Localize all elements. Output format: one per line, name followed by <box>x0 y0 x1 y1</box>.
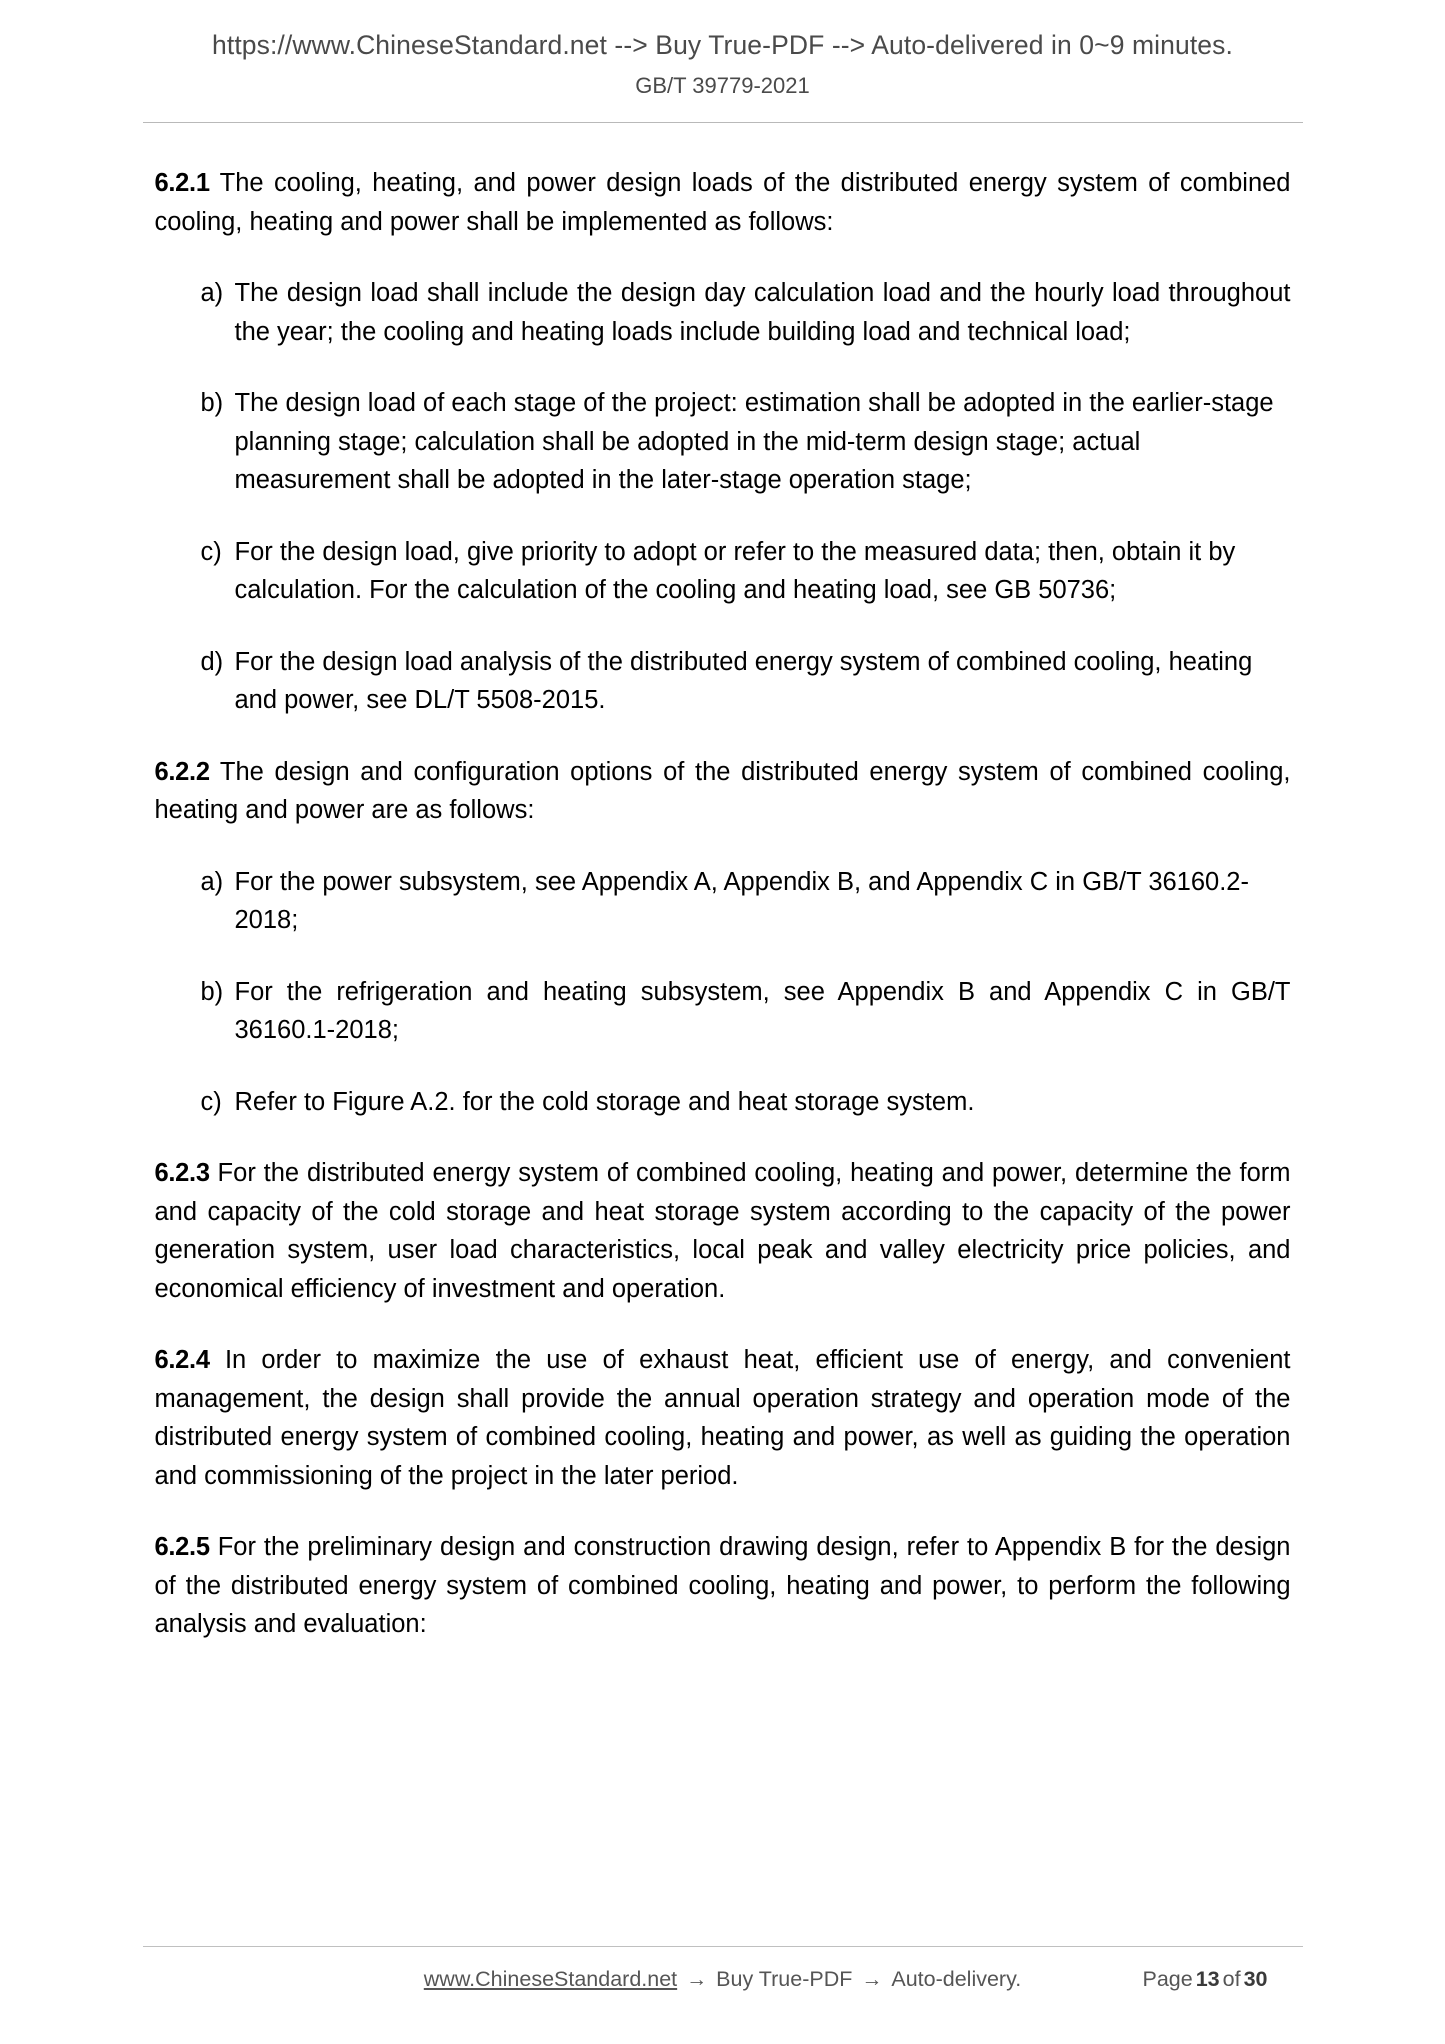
clause-6-2-3-text: For the distributed energy system of combined cooling, heating and power, determine the form and capacity of the cold storage and heat storage system according to the capacity of the power generation system, user load characteristics, local peak and valley electricity price policies, and economical efficiency of investment and operation. <box>154 1159 1291 1303</box>
page-number: 13 <box>1195 1967 1220 1991</box>
list-item <box>155 973 1291 1050</box>
header-divider <box>143 122 1303 123</box>
clause-6-2-5-number: 6.2.5 <box>154 1533 210 1562</box>
list-item-text: For the power subsystem, see Appendix A, Appendix B, and Appendix C in GB/T 36160.2-2018; <box>234 867 1249 935</box>
list-item <box>155 1083 1291 1122</box>
list-marker: b) <box>200 977 224 1006</box>
page-header <box>0 0 1445 123</box>
footer-buy-label: Buy True-PDF <box>716 1967 853 1991</box>
standard-number: GB/T 39779-2021 <box>635 72 810 98</box>
footer-site-link[interactable]: www.ChineseStandard.net <box>423 1967 678 1991</box>
footer-delivery-label: Auto-delivery. <box>891 1967 1022 1991</box>
list-item-text: For the design load, give priority to adopt or refer to the measured data; then, obtain it by calculation. For the calculation of the cooling and heating load, see GB 50736; <box>234 537 1236 605</box>
clause-6-2-1-number: 6.2.1 <box>154 169 210 198</box>
list-marker: c) <box>200 1087 222 1116</box>
clause-6-2-1-text: The cooling, heating, and power design loads of the distributed energy system of combined cooling, heating and power shall be implemented as follows: <box>154 169 1291 236</box>
list-item-text: The design load shall include the design day calculation load and the hourly load throughout the year; the cooling and heating loads include building load and technical load; <box>234 279 1291 346</box>
page-content <box>143 164 1303 1644</box>
clause-6-2-3-paragraph <box>155 1154 1291 1308</box>
list-item-text: For the refrigeration and heating subsystem, see Appendix B and Appendix C in GB/T 36160.1-2018; <box>234 977 1291 1045</box>
arrow-right-icon: → <box>686 1968 708 1991</box>
clause-6-2-3-number: 6.2.3 <box>154 1159 210 1188</box>
list-marker: c) <box>200 537 222 566</box>
clause-6-2-4-text: In order to maximize the use of exhaust heat, efficient use of energy, and convenient management, the design shall provide the annual operation strategy and operation mode of the distributed energy system of combined cooling, heating and power, as well as guiding the operation and commissioning of the project in the later period. <box>154 1346 1291 1490</box>
list-marker: d) <box>200 647 224 676</box>
list-item <box>155 384 1291 500</box>
list-item <box>155 863 1291 940</box>
footer-row <box>143 1967 1303 1992</box>
clause-6-2-1-paragraph <box>155 164 1291 241</box>
clause-6-2-4-number: 6.2.4 <box>154 1346 210 1375</box>
clause-6-2-5-paragraph <box>155 1528 1291 1644</box>
clause-6-2-1-list <box>155 274 1291 720</box>
list-marker: b) <box>200 389 224 418</box>
total-pages: 30 <box>1243 1967 1268 1991</box>
footer-promo <box>424 1967 1021 1992</box>
clause-6-2-5-text: For the preliminary design and construction drawing design, refer to Appendix B for the design of the distributed energy system of combined cooling, heating and power, to perform the following analysis and evaluation: <box>154 1533 1291 1639</box>
arrow-right-icon-2: → <box>861 1968 883 1991</box>
clause-6-2-2-list <box>155 863 1291 1122</box>
list-item <box>155 643 1291 720</box>
page-footer <box>0 1946 1445 1992</box>
list-marker: a) <box>200 279 224 308</box>
list-item <box>155 274 1291 351</box>
footer-divider <box>143 1946 1303 1947</box>
page-indicator <box>1143 1967 1271 1992</box>
list-item <box>155 533 1291 610</box>
clause-6-2-4-paragraph <box>155 1341 1291 1495</box>
list-item-text: The design load of each stage of the project: estimation shall be adopted in the earlier-stage planning stage; calculation shall be adopted in the mid-term design stage; actual measurement shall be adopted in the later-stage operation stage; <box>234 389 1274 495</box>
clause-6-2-2-number: 6.2.2 <box>154 757 210 786</box>
promo-banner: https://www.ChineseStandard.net --> Buy True-PDF --> Auto-delivered in 0~9 minutes. <box>212 30 1233 60</box>
clause-6-2-2-paragraph <box>155 753 1291 830</box>
list-item-text: Refer to Figure A.2. for the cold storage and heat storage system. <box>234 1087 975 1116</box>
list-item-text: For the design load analysis of the distributed energy system of combined cooling, heating and power, see DL/T 5508-2015. <box>234 647 1253 715</box>
page-label: Page <box>1142 1967 1193 1991</box>
of-label: of <box>1222 1967 1241 1991</box>
list-marker: a) <box>200 867 224 896</box>
clause-6-2-2-text: The design and configuration options of the distributed energy system of combined cooling, heating and power are as follows: <box>154 757 1291 825</box>
